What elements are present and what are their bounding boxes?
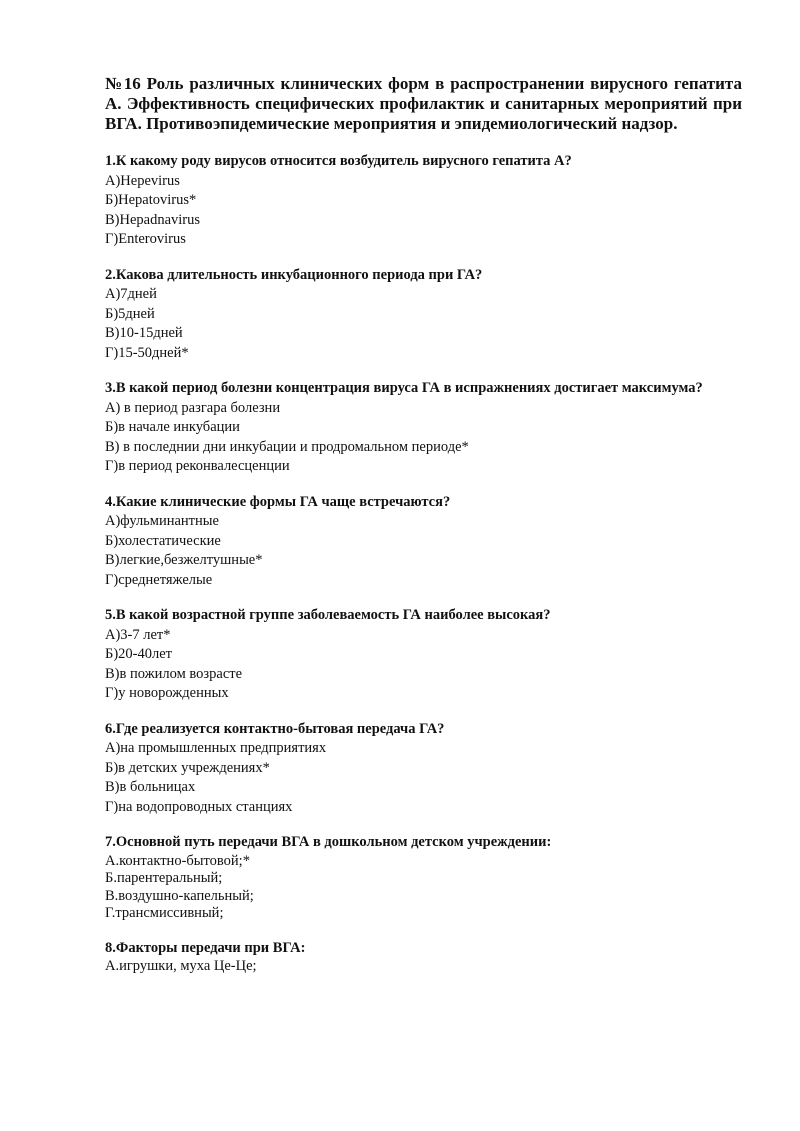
answer-option-a: А.игрушки, муха Це-Це; xyxy=(105,958,257,974)
question-8 xyxy=(105,939,742,976)
answer-option-b: Б)Hepatovirus* xyxy=(105,192,197,208)
answer-option-g: Г)у новорожденных xyxy=(105,685,229,701)
question-text: 5.В какой возрастной группе заболеваемость ГА наиболее высокая? xyxy=(105,607,551,623)
answer-option-b: Б.парентеральный; xyxy=(105,870,223,886)
answer-option-a: А)Hepevirus xyxy=(105,172,180,189)
answer-option-a: А) в период разгара болезни xyxy=(105,399,281,416)
answer-option-a: А)3-7 лет* xyxy=(105,626,171,643)
answer-option-v: В)10-15дней xyxy=(105,325,183,341)
answer-option-g: Г)среднетяжелые xyxy=(105,571,213,588)
answer-option-b: Б)в детских учреждениях* xyxy=(105,759,270,776)
answer-option-a: А)7дней xyxy=(105,286,157,302)
question-4 xyxy=(105,493,742,591)
question-text: 2.Какова длительность инкубационного периода при ГА? xyxy=(105,266,483,283)
answer-option-v: В)в больницах xyxy=(105,779,196,795)
answer-option-g: Г)15-50дней* xyxy=(105,344,189,361)
question-1 xyxy=(105,152,742,250)
question-6 xyxy=(105,720,742,818)
question-text: 1.К какому роду вирусов относится возбудитель вирусного гепатита А? xyxy=(105,153,572,169)
question-text: 6.Где реализуется контактно-бытовая передача ГА? xyxy=(105,720,445,737)
question-5 xyxy=(105,606,742,704)
question-text: 7.Основной путь передачи ВГА в дошкольном детском учреждении: xyxy=(105,834,552,850)
question-text: 8.Факторы передачи при ВГА: xyxy=(105,939,306,956)
answer-option-b: Б)холестатические xyxy=(105,532,221,549)
answer-option-v: В)легкие,безжелтушные* xyxy=(105,552,263,568)
document-title: №16 Роль различных клинических форм в распространении вирусного гепатита А. Эффективность специфических профилактик и санитарных мероприятий при ВГА. Противоэпидемические мероприятия и эпидемиологический надзор. xyxy=(105,74,742,133)
answer-option-a: А.контактно-бытовой;* xyxy=(105,852,250,869)
answer-option-v: В.воздушно-капельный; xyxy=(105,887,254,904)
question-3 xyxy=(105,379,742,477)
question-7 xyxy=(105,833,742,923)
answer-option-g: Г)Enterovirus xyxy=(105,231,186,247)
answer-option-a: А)фульминантные xyxy=(105,513,219,529)
answer-option-b: Б)в начале инкубации xyxy=(105,419,240,435)
answer-option-v: В)в пожилом возрасте xyxy=(105,665,243,682)
answer-option-g: Г)на водопроводных станциях xyxy=(105,798,293,815)
question-text: 4.Какие клинические формы ГА чаще встречаются? xyxy=(105,493,451,510)
answer-option-b: Б)5дней xyxy=(105,305,155,322)
answer-option-a: А)на промышленных предприятиях xyxy=(105,740,327,756)
question-text: 3.В какой период болезни концентрация вируса ГА в испражнениях достигает максимума? xyxy=(105,380,703,396)
document-page xyxy=(105,74,742,992)
answer-option-v: В) в последнии дни инкубации и продромальном периоде* xyxy=(105,438,469,455)
answer-option-b: Б)20-40лет xyxy=(105,646,172,662)
answer-option-v: В)Hepadnavirus xyxy=(105,211,201,228)
question-2 xyxy=(105,266,742,364)
answer-option-g: Г)в период реконвалесценции xyxy=(105,458,290,474)
answer-option-g: Г.трансмиссивный; xyxy=(105,905,224,921)
